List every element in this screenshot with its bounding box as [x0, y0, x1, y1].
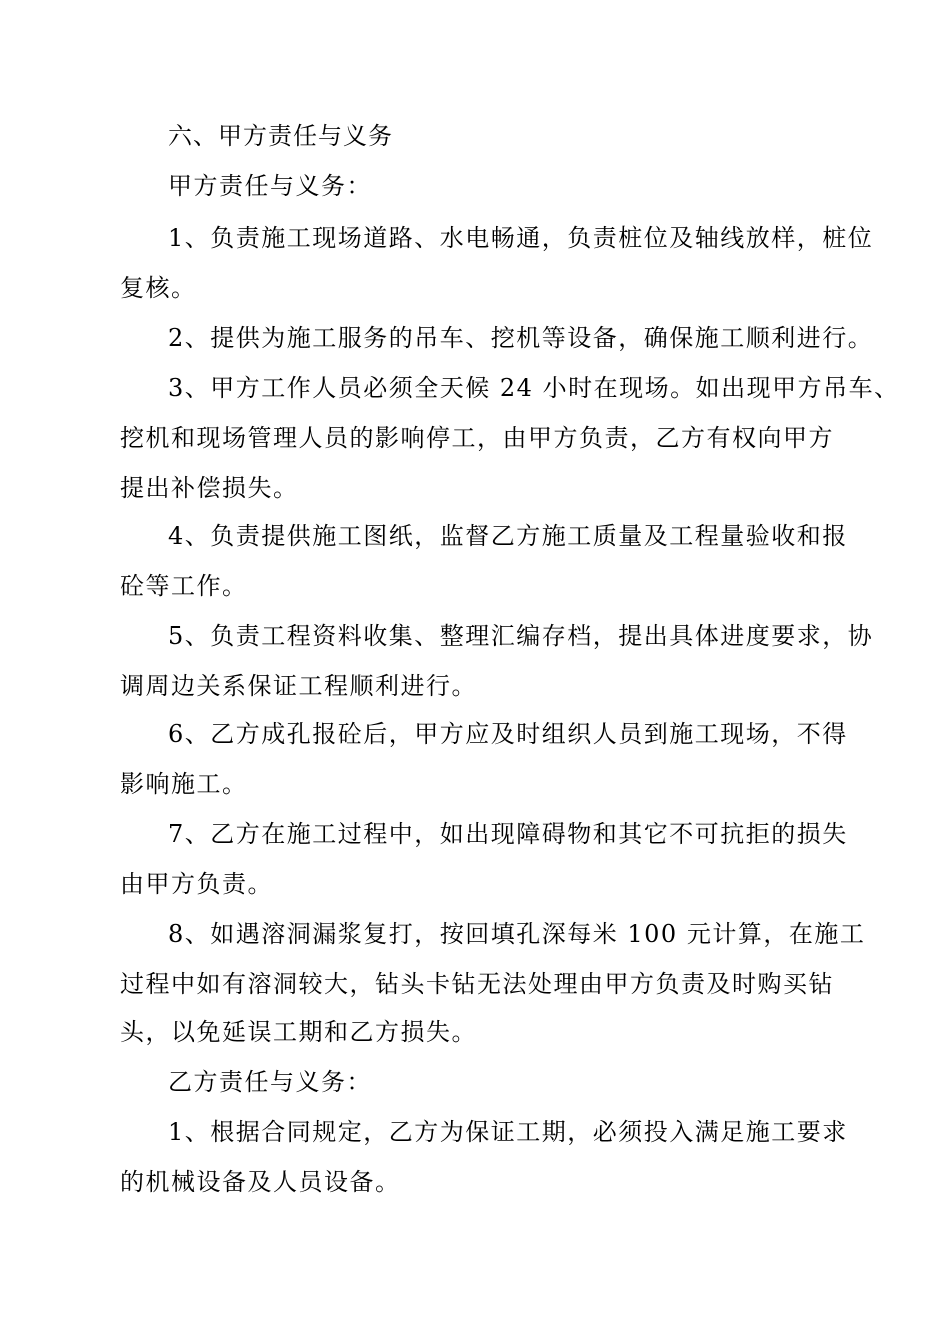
- party-b-item-1-line-2: 的机械设备及人员设备。: [120, 1168, 401, 1196]
- section-heading: 六、甲方责任与义务: [168, 122, 393, 150]
- party-a-item-6-line-2: 影响施工。: [120, 770, 248, 798]
- party-a-item-3-line-3: 提出补偿损失。: [120, 474, 299, 502]
- party-a-item-7-line-1: 7、乙方在施工过程中，如出现障碍物和其它不可抗拒的损失: [168, 820, 848, 848]
- party-a-item-8-line-1: 8、如遇溶洞漏浆复打，按回填孔深每米 100 元计算，在施工: [168, 920, 866, 948]
- party-a-item-8-line-3: 头，以免延误工期和乙方损失。: [120, 1018, 477, 1046]
- party-a-item-4-line-1: 4、负责提供施工图纸，监督乙方施工质量及工程量验收和报: [168, 522, 848, 550]
- party-a-item-1-line-2: 复核。: [120, 274, 197, 302]
- party-a-item-6-line-1: 6、乙方成孔报砼后，甲方应及时组织人员到施工现场，不得: [168, 720, 848, 748]
- party-a-item-5-line-1: 5、负责工程资料收集、整理汇编存档，提出具体进度要求，协: [168, 622, 874, 650]
- party-a-item-8-line-2: 过程中如有溶洞较大，钻头卡钻无法处理由甲方负责及时购买钻: [120, 970, 834, 998]
- party-a-item-7-line-2: 由甲方负责。: [120, 870, 273, 898]
- party-b-item-1-line-1: 1、根据合同规定，乙方为保证工期，必须投入满足施工要求: [168, 1118, 848, 1146]
- party-a-item-3-line-1: 3、甲方工作人员必须全天候 24 小时在现场。如出现甲方吊车、: [168, 374, 900, 402]
- party-a-item-5-line-2: 调周边关系保证工程顺利进行。: [120, 672, 477, 700]
- party-a-item-4-line-2: 砼等工作。: [120, 572, 248, 600]
- party-a-item-2-line-1: 2、提供为施工服务的吊车、挖机等设备，确保施工顺利进行。: [168, 324, 874, 352]
- party-b-title: 乙方责任与义务：: [168, 1068, 372, 1096]
- party-a-item-1-line-1: 1、负责施工现场道路、水电畅通，负责桩位及轴线放样，桩位: [168, 224, 874, 252]
- party-a-item-3-line-2: 挖机和现场管理人员的影响停工，由甲方负责，乙方有权向甲方: [120, 424, 834, 452]
- party-a-title: 甲方责任与义务：: [168, 172, 372, 200]
